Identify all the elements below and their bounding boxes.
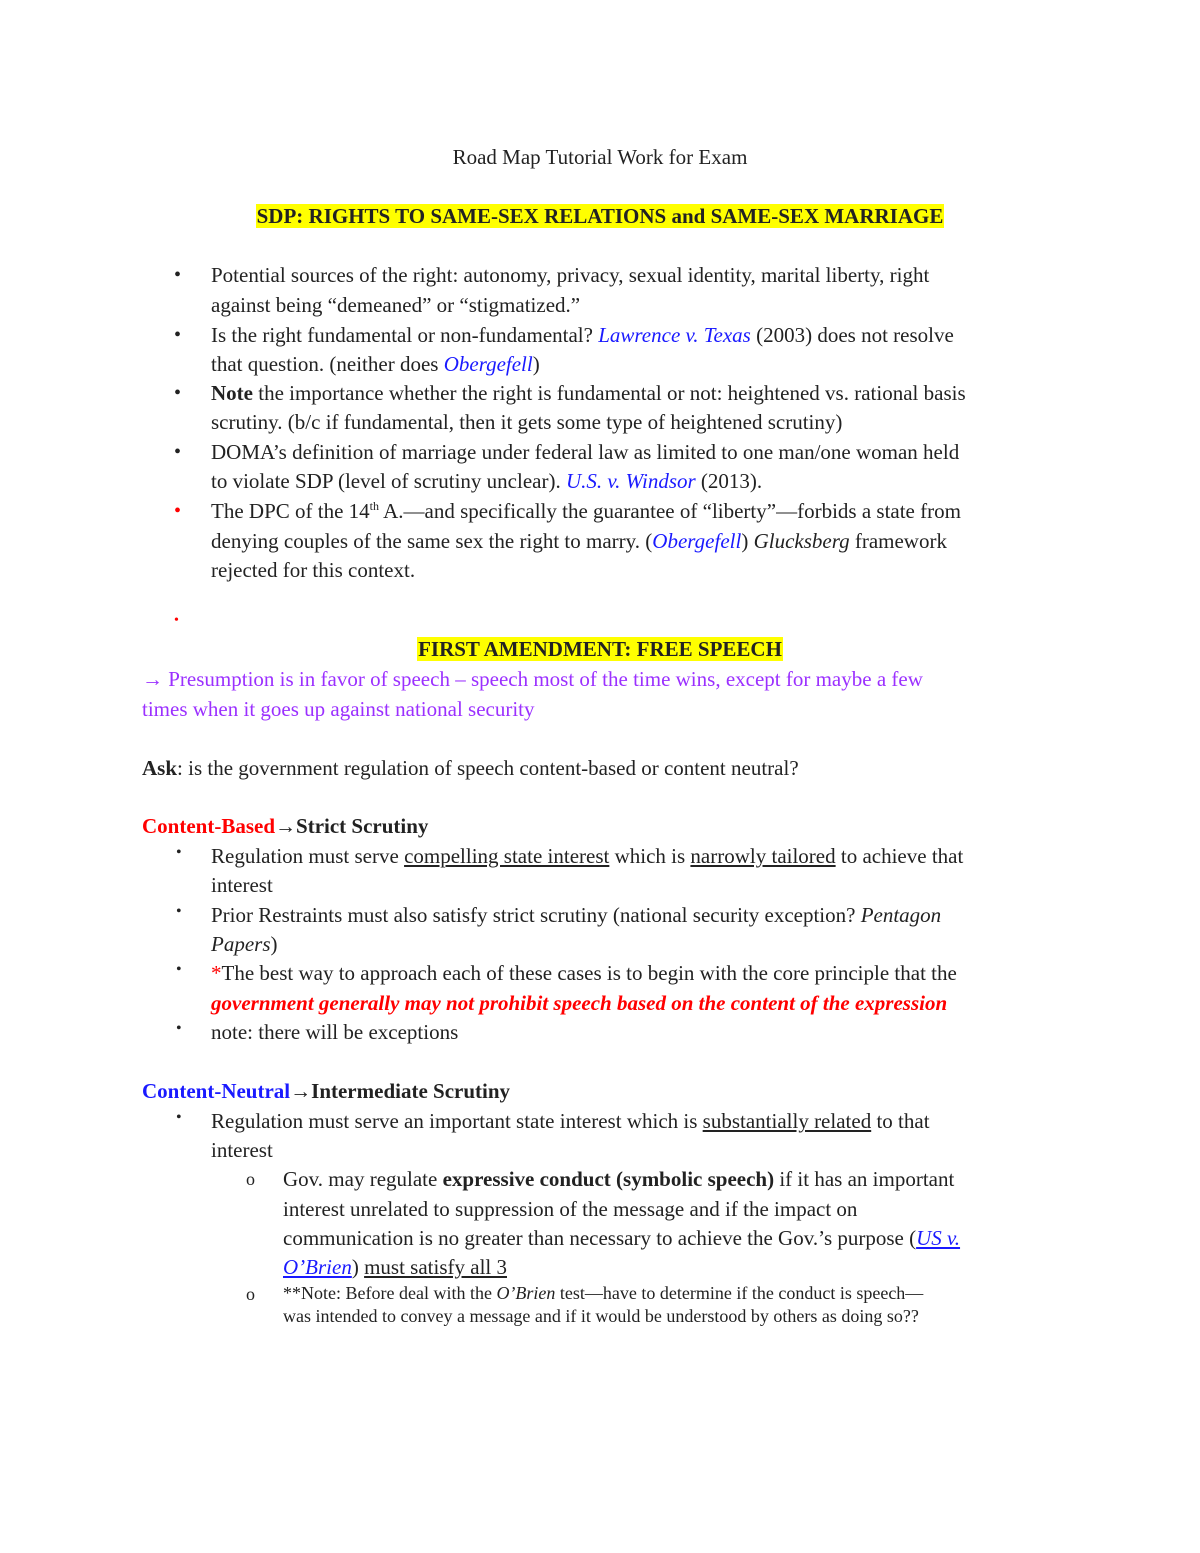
bullet-icon: •: [174, 382, 182, 404]
presumption-line-2: times when it goes up against national security: [142, 697, 535, 721]
document-title: Road Map Tutorial Work for Exam: [452, 145, 748, 169]
cb-bullet-2-line-2: Papers): [211, 932, 278, 956]
sdp-bullet-3-line-2: scrutiny. (b/c if fundamental, then it gets some type of heightened scrutiny): [211, 410, 843, 434]
cb-bullet-4: note: there will be exceptions: [211, 1020, 459, 1044]
cn-sub-1-line-3: communication is no greater than necessary to achieve the Gov.’s purpose (US v.: [283, 1226, 961, 1250]
cn-bullet-1-line-1: Regulation must serve an important state interest which is substantially related to that: [211, 1109, 930, 1133]
bullet-icon: •: [176, 844, 182, 861]
bullet-icon: •: [174, 264, 182, 286]
bullet-icon: •: [176, 1020, 182, 1037]
first-amendment-heading: [0, 634, 1200, 664]
content-based-heading: Content-Based→Strict Scrutiny: [142, 814, 429, 838]
cn-sub-1-line-4: O’Brien) must satisfy all 3: [283, 1255, 507, 1279]
cb-bullet-1-line-1: Regulation must serve compelling state interest which is narrowly tailored to achieve that: [211, 844, 964, 868]
sdp-bullet-5-line-1: The DPC of the 14th A.—and specifically the guarantee of “liberty”—forbids a state from: [211, 499, 961, 523]
case-lawrence: Lawrence v. Texas: [598, 323, 751, 347]
hollow-bullet-icon: o: [246, 1284, 255, 1304]
sdp-bullet-4-line-1: DOMA’s definition of marriage under federal law as limited to one man/one woman held: [211, 440, 960, 464]
sdp-heading-text: SDP: RIGHTS TO SAME-SEX RELATIONS and SAME-SEX MARRIAGE: [256, 204, 944, 228]
bullet-icon: •: [176, 1109, 182, 1126]
arrow-right-icon: →: [275, 814, 297, 838]
sdp-heading: [0, 201, 1200, 231]
cn-sub-2-line-1: **Note: Before deal with the O’Brien test—have to determine if the conduct is speech—: [283, 1283, 924, 1303]
case-us-v: US v.: [916, 1226, 961, 1250]
bullet-icon: •: [174, 324, 182, 346]
sdp-bullet-4-line-2: to violate SDP (level of scrutiny unclear). U.S. v. Windsor (2013).: [211, 469, 763, 493]
sdp-bullet-1-line-2: against being “demeaned” or “stigmatized.”: [211, 293, 581, 317]
first-amendment-heading-text: FIRST AMENDMENT: FREE SPEECH: [418, 637, 782, 661]
cn-sub-1-line-2: interest unrelated to suppression of the message and if the impact on: [283, 1197, 858, 1221]
cn-bullet-1-line-2: interest: [211, 1138, 273, 1162]
cn-sub-2-line-2: was intended to convey a message and if it would be understood by others as doing so??: [283, 1306, 919, 1326]
cb-bullet-1-line-2: interest: [211, 873, 273, 897]
sdp-bullet-2-line-1: Is the right fundamental or non-fundamental? Lawrence v. Texas (2003) does not resolve: [211, 323, 954, 347]
presumption-line-1: → Presumption is in favor of speech – speech most of the time wins, except for maybe a few: [142, 667, 923, 691]
hollow-bullet-icon: o: [246, 1169, 255, 1189]
bullet-icon: •: [176, 903, 182, 920]
case-glucksberg: Glucksberg: [753, 529, 850, 553]
bullet-icon: •: [174, 441, 182, 463]
red-bullet-icon: •: [174, 613, 179, 628]
ask-line: Ask: is the government regulation of speech content-based or content neutral?: [142, 756, 799, 780]
arrow-right-icon: →: [290, 1079, 312, 1103]
sdp-bullet-5-line-2: denying couples of the same sex the right to marry. (Obergefell) Glucksberg framework: [211, 529, 947, 553]
cb-bullet-3-line-1: *The best way to approach each of these cases is to begin with the core principle that the: [211, 961, 957, 985]
case-obrien: O’Brien: [283, 1255, 352, 1279]
case-obergefell-2: Obergefell: [652, 529, 742, 553]
case-windsor: U.S. v. Windsor: [565, 469, 696, 493]
red-bullet-icon: •: [174, 500, 182, 522]
cb-bullet-2-line-1: Prior Restraints must also satisfy strict scrutiny (national security exception? Pentagon: [211, 903, 942, 927]
cn-sub-1-line-1: Gov. may regulate expressive conduct (symbolic speech) if it has an important: [283, 1167, 955, 1191]
sdp-bullet-2-line-2: that question. (neither does Obergefell): [211, 352, 540, 376]
sdp-bullet-1-line-1: Potential sources of the right: autonomy, privacy, sexual identity, marital liberty, right: [211, 263, 930, 287]
bullet-icon: •: [176, 961, 182, 978]
cb-bullet-3-line-2: government generally may not prohibit speech based on the content of the expression: [211, 991, 948, 1015]
arrow-right-icon: →: [142, 667, 163, 691]
sdp-bullet-5-line-3: rejected for this context.: [211, 558, 416, 582]
case-obergefell: Obergefell: [443, 352, 533, 376]
sdp-bullet-3-line-1: Note the importance whether the right is fundamental or not: heightened vs. rational basis: [211, 381, 966, 405]
content-neutral-heading: Content-Neutral→Intermediate Scrutiny: [142, 1079, 511, 1103]
